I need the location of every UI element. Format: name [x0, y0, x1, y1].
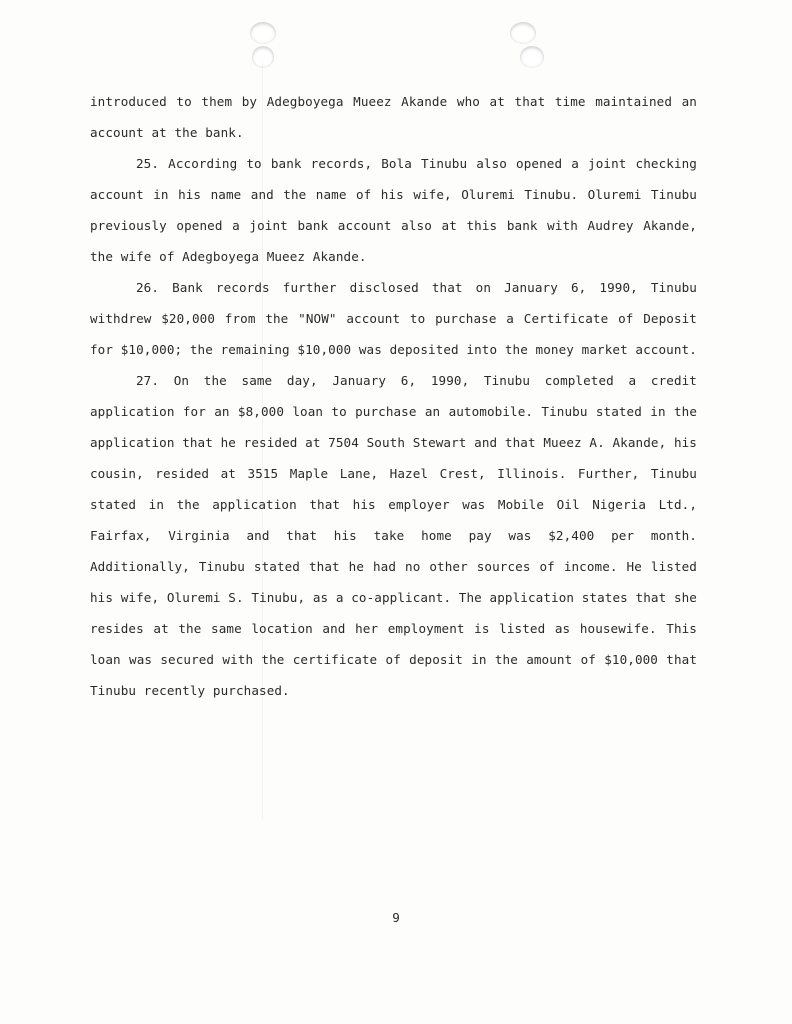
- punch-hole: [510, 22, 536, 44]
- punch-hole: [250, 22, 276, 44]
- paragraph-25: 25. According to bank records, Bola Tinubu also opened a joint checking account in his name and the name of his wife, Oluremi Tinubu. Oluremi Tinubu previously opened a joint bank account also at this bank with Audrey Akande, the wife of Adegboyega Mueez Akande.: [90, 156, 697, 264]
- punch-hole: [520, 46, 544, 68]
- paragraph-26: 26. Bank records further disclosed that on January 6, 1990, Tinubu withdrew $20,000 from the "NOW" account to purchase a Certificate of Deposit for $10,000; the remaining $10,000 was deposited into the money market account.: [90, 280, 697, 357]
- page-number: 9: [392, 910, 400, 925]
- punch-hole: [252, 46, 274, 68]
- body-text: [90, 86, 697, 706]
- paragraph-27: 27. On the same day, January 6, 1990, Tinubu completed a credit application for an $8,000 loan to purchase an automobile. Tinubu stated in the application that he resided at 7504 South Stewart and that Mueez A. Akande, his cousin, resided at 3515 Maple Lane, Hazel Crest, Illinois. Further, Tinubu stated in the application that his employer was Mobile Oil Nigeria Ltd., Fairfax, Virginia and that his take home pay was $2,400 per month. Additionally, Tinubu stated that he had no other sources of income. He listed his wife, Oluremi S. Tinubu, as a co-applicant. The application states that she resides at the same location and her employment is listed as housewife. This loan was secured with the certificate of deposit in the amount of $10,000 that Tinubu recently purchased.: [90, 373, 697, 698]
- paragraph-continued: introduced to them by Adegboyega Mueez Akande who at that time maintained an account at the bank.: [90, 94, 697, 140]
